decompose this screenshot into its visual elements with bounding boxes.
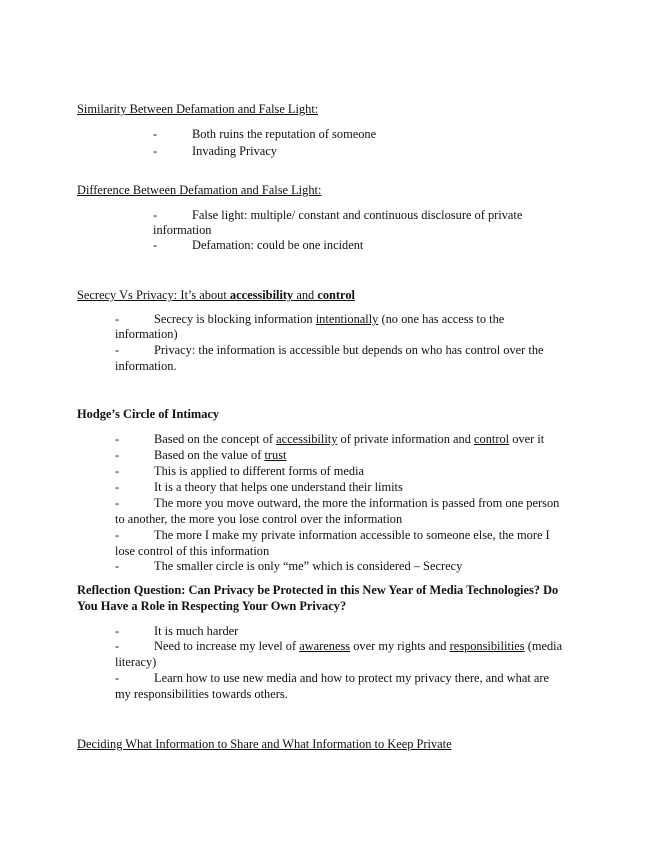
- reflection-item-3-line-1: Learn how to use new media and how to protect my privacy there, and what are: [154, 671, 549, 685]
- text-span: over my rights and: [350, 639, 450, 653]
- hodge-item-1: [154, 431, 544, 447]
- bullet-dash: -: [153, 144, 158, 158]
- heading-difference: Difference Between Defamation and False Light:: [77, 183, 322, 197]
- bullet-dash: -: [115, 528, 120, 542]
- hodge-item-6-line-1: The more I make my private information accessible to someone else, the more I: [154, 528, 550, 542]
- bullet-dash: -: [115, 432, 120, 446]
- reflection-item-2-line-1: [154, 638, 562, 654]
- underlined-awareness: awareness: [299, 639, 351, 653]
- heading-reflection-line-1: Reflection Question: Can Privacy be Protected in this New Year of Media Technologies? Do: [77, 583, 559, 597]
- secrecy-item-1-line-2: information): [115, 327, 178, 341]
- privacy-item-line-2: information.: [115, 359, 177, 373]
- underlined-trust: trust: [264, 448, 287, 462]
- text-span: Based on the value of: [154, 448, 265, 462]
- bullet-dash: -: [115, 624, 120, 638]
- underlined-responsibilities: responsibilities: [449, 639, 525, 653]
- bullet-dash: -: [115, 496, 120, 510]
- reflection-item-1: It is much harder: [154, 624, 239, 638]
- heading-bold-control: control: [317, 288, 355, 302]
- heading-secrecy-text: Secrecy Vs Privacy: It’s about: [77, 288, 230, 302]
- difference-item-2: Defamation: could be one incident: [192, 238, 364, 252]
- text-span: Secrecy is blocking information: [154, 312, 316, 326]
- bullet-dash: -: [115, 559, 120, 573]
- difference-item-1-line-1: False light: multiple/ constant and continuous disclosure of private: [192, 208, 523, 222]
- underlined-control: control: [474, 432, 510, 446]
- heading-secrecy-vs-privacy: [77, 287, 355, 303]
- bullet-dash: -: [115, 448, 120, 462]
- text-span: (media: [524, 639, 563, 653]
- hodge-item-7: The smaller circle is only “me” which is considered – Secrecy: [154, 559, 463, 573]
- heading-reflection-line-2: You Have a Role in Respecting Your Own Privacy?: [77, 599, 347, 613]
- bullet-dash: -: [115, 464, 120, 478]
- reflection-item-2-line-2: literacy): [115, 655, 157, 669]
- underlined-accessibility: accessibility: [276, 432, 338, 446]
- heading-deciding-information: Deciding What Information to Share and What Information to Keep Private: [77, 737, 452, 751]
- bullet-dash: -: [115, 639, 120, 653]
- heading-similarity: Similarity Between Defamation and False Light:: [77, 102, 319, 116]
- hodge-item-5-line-1: The more you move outward, the more the information is passed from one person: [154, 496, 560, 510]
- bullet-dash: -: [153, 208, 158, 222]
- text-span: over it: [509, 432, 545, 446]
- hodge-item-4: It is a theory that helps one understand their limits: [154, 480, 403, 494]
- text-span: (no one has access to the: [378, 312, 505, 326]
- similarity-item-1: Both ruins the reputation of someone: [192, 127, 377, 141]
- difference-item-1-line-2: information: [153, 223, 212, 237]
- bullet-dash: -: [115, 343, 120, 357]
- bullet-dash: -: [115, 671, 120, 685]
- privacy-item-line-1: Privacy: the information is accessible but depends on who has control over the: [154, 343, 544, 357]
- hodge-item-2: [154, 447, 286, 463]
- reflection-item-3-line-2: my responsibilities towards others.: [115, 687, 288, 701]
- heading-and: and: [293, 288, 318, 302]
- text-span: of private information and: [337, 432, 475, 446]
- text-span: Based on the concept of: [154, 432, 277, 446]
- text-span: Need to increase my level of: [154, 639, 300, 653]
- bullet-dash: -: [153, 238, 158, 252]
- hodge-item-3: This is applied to different forms of media: [154, 464, 365, 478]
- bullet-dash: -: [115, 312, 120, 326]
- similarity-item-2: Invading Privacy: [192, 144, 277, 158]
- secrecy-item-1-line-1: [154, 311, 504, 327]
- underlined-intentionally: intentionally: [315, 312, 379, 326]
- heading-bold-accessibility: accessibility: [229, 288, 294, 302]
- heading-hodge-circle: Hodge’s Circle of Intimacy: [77, 407, 220, 421]
- hodge-item-5-line-2: to another, the more you lose control over the information: [115, 512, 403, 526]
- bullet-dash: -: [153, 127, 158, 141]
- hodge-item-6-line-2: lose control of this information: [115, 544, 270, 558]
- bullet-dash: -: [115, 480, 120, 494]
